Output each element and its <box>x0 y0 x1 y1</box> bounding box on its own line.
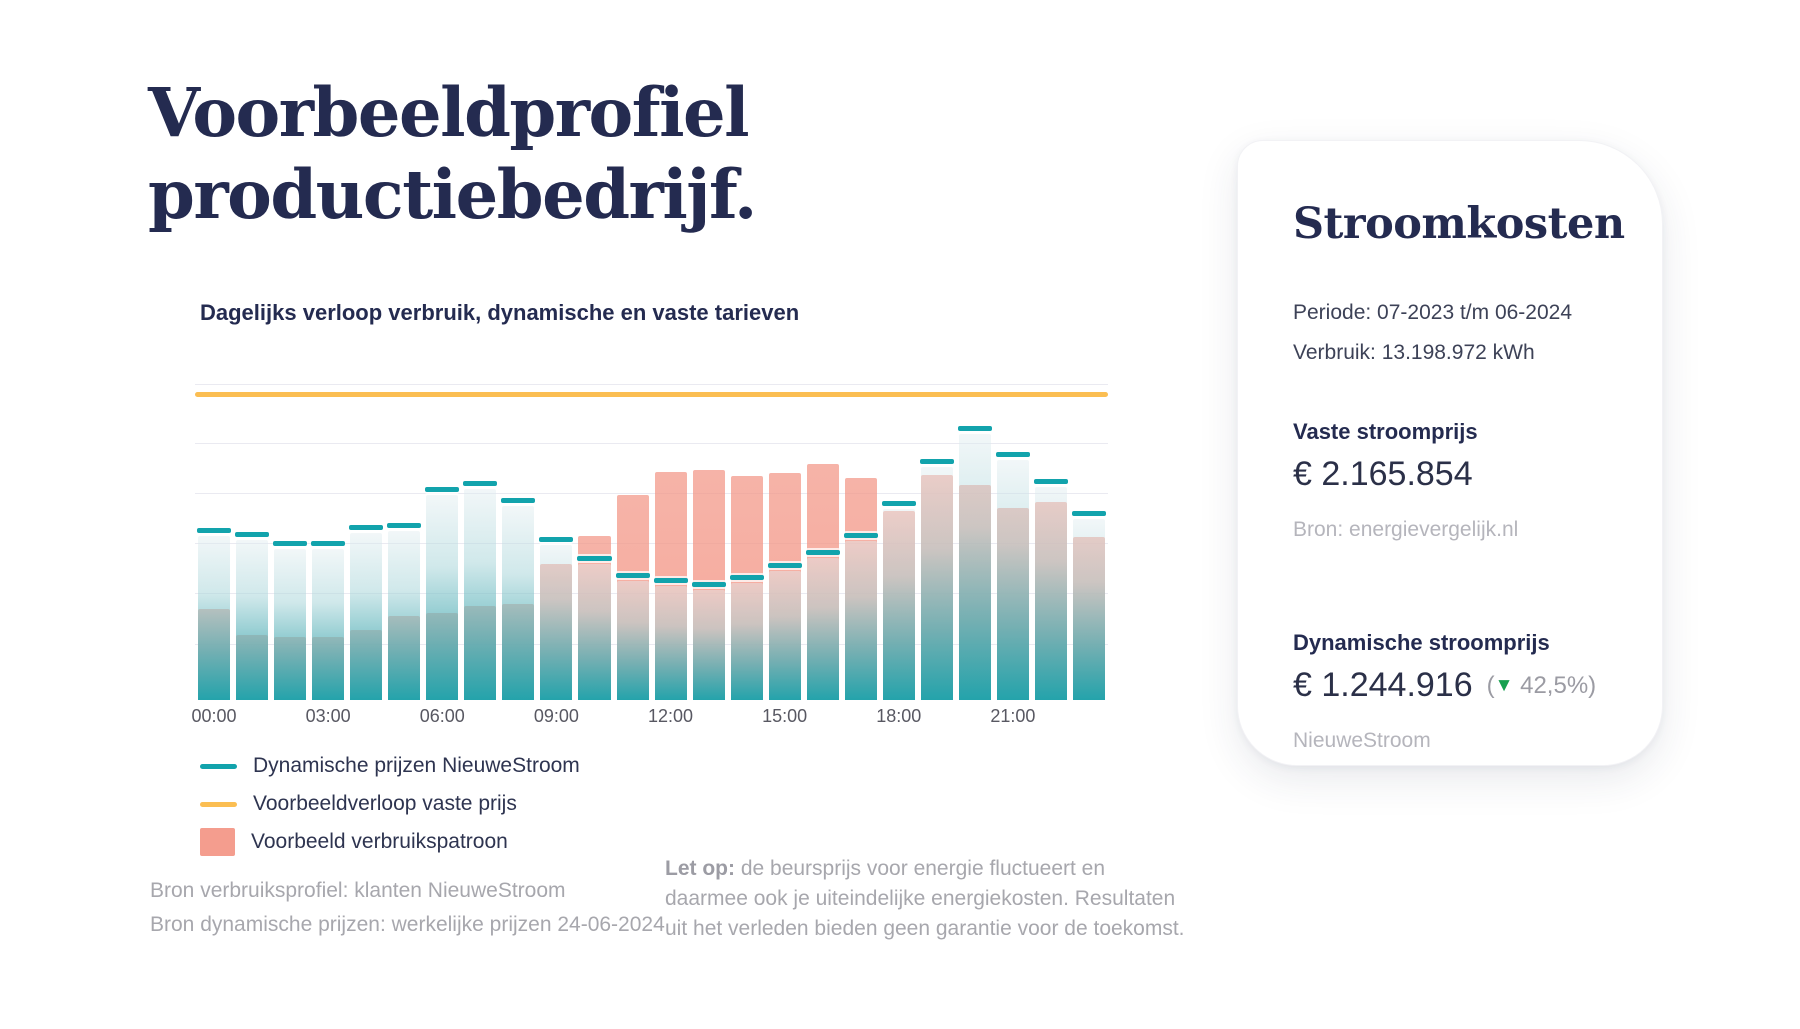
bar-group-14:00 <box>728 358 766 700</box>
chart-plot <box>195 358 1108 700</box>
dynamic-price-row <box>1293 656 1618 705</box>
disclaimer-note <box>665 854 1185 943</box>
bar-group-21:00 <box>994 358 1032 700</box>
x-tick-label: 18:00 <box>876 706 922 726</box>
bar-group-08:00 <box>499 358 537 700</box>
dynamic-price-bar <box>578 564 610 700</box>
page-title-line2: productiebedrijf. <box>148 154 756 234</box>
delta-paren-open: ( <box>1486 672 1495 700</box>
card-period: Periode: 07-2023 t/m 06-2024 <box>1293 301 1573 324</box>
triangle-down-icon: ▼ <box>1494 675 1514 697</box>
dynamic-price-bar <box>769 571 801 700</box>
chart-heading: Dagelijks verloop verbruik, dynamische en vaste tarieven <box>200 300 800 325</box>
x-axis-labels <box>191 706 1108 730</box>
dynamic-price-marker <box>882 501 916 506</box>
source-note-consumption: Bron verbruiksprofiel: klanten NieuweStroom <box>150 879 566 902</box>
dynamic-price-marker <box>616 573 650 578</box>
bar-group-07:00 <box>461 358 499 700</box>
disclaimer-text: de beursprijs voor energie fluctueert en daarmee ook je uiteindelijke energiekosten. Resultaten uit het verleden bieden geen garantie voor de toekomst. <box>665 857 1185 940</box>
legend-item-consumption <box>200 828 580 856</box>
yellow-line-swatch-icon <box>200 802 237 807</box>
bar-group-10:00 <box>575 358 613 700</box>
price-delta-badge <box>1487 672 1597 700</box>
fixed-price-label: Vaste stroomprijs <box>1293 418 1478 444</box>
card-usage: Verbruik: 13.198.972 kWh <box>1293 340 1535 364</box>
dynamic-price-marker <box>996 452 1030 457</box>
dynamic-price-marker <box>806 550 840 555</box>
dynamic-price-marker <box>501 498 535 503</box>
x-tick-label: 15:00 <box>762 706 808 726</box>
dynamic-price-bar <box>1073 519 1105 700</box>
dynamic-price-bar <box>693 590 725 700</box>
dynamic-price-bar <box>236 540 268 700</box>
x-tick-label: 00:00 <box>191 706 237 726</box>
legend-item-dynamic <box>200 752 580 780</box>
dynamic-price-marker <box>463 481 497 486</box>
dynamic-price-bar <box>807 558 839 700</box>
dynamic-price-bar <box>388 531 420 700</box>
legend-label: Dynamische prijzen NieuweStroom <box>253 754 580 777</box>
bar-group-22:00 <box>1032 358 1070 700</box>
dynamic-price-bar <box>883 509 915 700</box>
bar-group-06:00 <box>423 358 461 700</box>
dynamic-price-source: NieuweStroom <box>1293 728 1431 752</box>
dynamic-price-bar <box>540 545 572 700</box>
chart-bars <box>195 358 1108 700</box>
dynamic-price-bar <box>845 541 877 700</box>
fixed-price-block <box>1293 419 1618 542</box>
dynamic-price-bar <box>921 467 953 700</box>
fixed-price-source: Bron: energievergelijk.nl <box>1293 517 1519 541</box>
disclaimer-bold: Let op: <box>665 857 735 880</box>
dynamic-price-bar <box>426 495 458 700</box>
dynamic-price-marker <box>425 487 459 492</box>
bar-group-23:00 <box>1070 358 1108 700</box>
dynamic-price-marker <box>235 532 269 537</box>
dynamic-price-marker <box>273 541 307 546</box>
bar-group-16:00 <box>804 358 842 700</box>
dynamic-price-marker <box>349 525 383 530</box>
legend-item-fixed <box>200 790 580 818</box>
dynamic-price-marker <box>920 459 954 464</box>
x-tick-label: 09:00 <box>533 706 579 726</box>
dynamic-price-bar <box>464 489 496 700</box>
legend-label: Voorbeeldverloop vaste prijs <box>253 792 517 815</box>
fixed-price-value: € 2.165.854 <box>1293 454 1473 493</box>
source-note-dynamic: Bron dynamische prijzen: werkelijke prijzen 24-06-2024 <box>150 912 665 936</box>
dynamic-price-bar <box>274 549 306 700</box>
legend-label: Voorbeeld verbruikspatroon <box>251 830 508 853</box>
bar-group-05:00 <box>385 358 423 700</box>
dynamic-price-block <box>1293 630 1618 753</box>
bar-group-11:00 <box>614 358 652 700</box>
chart-legend <box>200 752 580 856</box>
bar-group-20:00 <box>956 358 994 700</box>
x-tick-label: 21:00 <box>990 706 1036 726</box>
salmon-square-swatch-icon <box>200 828 235 856</box>
bar-group-03:00 <box>309 358 347 700</box>
dynamic-price-label: Dynamische stroomprijs <box>1293 629 1550 655</box>
dynamic-price-bar <box>997 460 1029 700</box>
dynamic-price-marker <box>539 537 573 542</box>
bar-group-04:00 <box>347 358 385 700</box>
delta-value: 42,5% <box>1520 672 1589 700</box>
dynamic-price-bar <box>959 434 991 700</box>
card-meta <box>1293 293 1618 373</box>
dynamic-price-marker <box>958 426 992 431</box>
x-tick-label: 12:00 <box>647 706 694 726</box>
card-title: Stroomkosten <box>1293 199 1625 249</box>
page-title-line1: Voorbeeldprofiel <box>148 73 749 152</box>
bar-group-09:00 <box>537 358 575 700</box>
dynamic-price-bar <box>198 536 230 700</box>
bar-group-18:00 <box>880 358 918 700</box>
dynamic-price-marker <box>654 578 688 583</box>
x-tick-label: 06:00 <box>419 706 465 726</box>
bar-group-15:00 <box>766 358 804 700</box>
dynamic-price-marker <box>197 528 231 533</box>
dynamic-price-bar <box>502 506 534 700</box>
x-tick-label: 03:00 <box>305 706 351 726</box>
dynamic-price-bar <box>1035 487 1067 700</box>
dynamic-price-bar <box>350 533 382 700</box>
dynamic-price-bar <box>617 581 649 700</box>
dynamic-price-marker <box>768 563 802 568</box>
bar-group-17:00 <box>842 358 880 700</box>
bar-group-01:00 <box>233 358 271 700</box>
dynamic-price-bar <box>655 586 687 700</box>
dynamic-price-bar <box>731 583 763 700</box>
dynamic-price-bar <box>312 549 344 700</box>
bar-group-12:00 <box>652 358 690 700</box>
bar-group-00:00 <box>195 358 233 700</box>
bar-group-13:00 <box>690 358 728 700</box>
page-title <box>148 72 756 235</box>
teal-line-swatch-icon <box>200 764 237 769</box>
bar-group-19:00 <box>918 358 956 700</box>
dynamic-price-marker <box>730 575 764 580</box>
stroomkosten-card <box>1237 140 1663 766</box>
dynamic-price-marker <box>692 582 726 587</box>
dynamic-price-marker <box>1072 511 1106 516</box>
dynamic-price-marker <box>387 523 421 528</box>
delta-paren-close: ) <box>1588 672 1597 700</box>
dynamic-price-marker <box>1034 479 1068 484</box>
dynamic-price-marker <box>311 541 345 546</box>
source-notes <box>150 874 665 941</box>
dynamic-price-value: € 1.244.916 <box>1293 665 1473 704</box>
dynamic-price-marker <box>577 556 611 561</box>
fixed-price-line <box>195 392 1108 397</box>
dynamic-price-marker <box>844 533 878 538</box>
bar-group-02:00 <box>271 358 309 700</box>
